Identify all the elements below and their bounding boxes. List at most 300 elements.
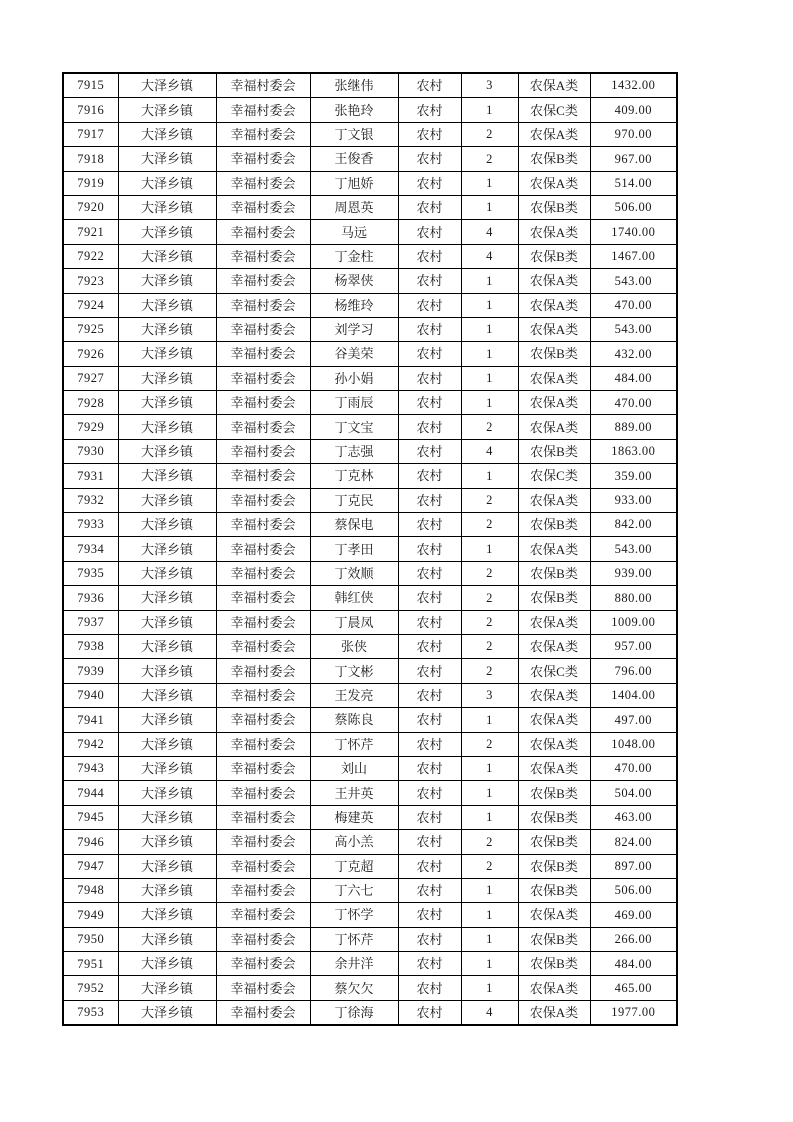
cell-residence: 农村 <box>398 830 461 854</box>
cell-persons: 1 <box>461 317 518 341</box>
cell-name: 蔡欠欠 <box>310 976 398 1000</box>
cell-serial: 7948 <box>63 878 118 902</box>
cell-category: 农保A类 <box>518 317 590 341</box>
cell-name: 丁怀芹 <box>310 927 398 951</box>
cell-name: 丁雨辰 <box>310 391 398 415</box>
cell-name: 丁孝田 <box>310 537 398 561</box>
cell-category: 农保B类 <box>518 830 590 854</box>
table-row <box>63 513 677 537</box>
cell-persons: 1 <box>461 708 518 732</box>
cell-serial: 7937 <box>63 610 118 634</box>
cell-town: 大泽乡镇 <box>118 903 216 927</box>
cell-name: 余井洋 <box>310 952 398 976</box>
cell-village: 幸福村委会 <box>216 634 310 658</box>
cell-category: 农保C类 <box>518 98 590 122</box>
cell-persons: 2 <box>461 732 518 756</box>
table-row <box>63 439 677 463</box>
cell-category: 农保A类 <box>518 366 590 390</box>
cell-residence: 农村 <box>398 293 461 317</box>
cell-category: 农保A类 <box>518 415 590 439</box>
cell-name: 王井英 <box>310 781 398 805</box>
cell-village: 幸福村委会 <box>216 903 310 927</box>
cell-residence: 农村 <box>398 586 461 610</box>
cell-serial: 7944 <box>63 781 118 805</box>
cell-serial: 7946 <box>63 830 118 854</box>
cell-residence: 农村 <box>398 878 461 902</box>
cell-residence: 农村 <box>398 903 461 927</box>
cell-name: 杨维玲 <box>310 293 398 317</box>
cell-village: 幸福村委会 <box>216 537 310 561</box>
cell-serial: 7933 <box>63 513 118 537</box>
cell-persons: 2 <box>461 513 518 537</box>
cell-name: 丁志强 <box>310 439 398 463</box>
cell-residence: 农村 <box>398 927 461 951</box>
cell-name: 张侠 <box>310 634 398 658</box>
cell-persons: 2 <box>461 854 518 878</box>
cell-name: 周恩英 <box>310 195 398 219</box>
cell-village: 幸福村委会 <box>216 805 310 829</box>
cell-persons: 2 <box>461 561 518 585</box>
table-row <box>63 634 677 658</box>
cell-persons: 3 <box>461 73 518 98</box>
cell-village: 幸福村委会 <box>216 927 310 951</box>
table-row <box>63 195 677 219</box>
table-row <box>63 683 677 707</box>
table-row <box>63 561 677 585</box>
table-row <box>63 952 677 976</box>
cell-serial: 7943 <box>63 756 118 780</box>
cell-name: 韩红侠 <box>310 586 398 610</box>
cell-amount: 1977.00 <box>590 1000 677 1025</box>
cell-village: 幸福村委会 <box>216 976 310 1000</box>
cell-persons: 4 <box>461 439 518 463</box>
table-row <box>63 244 677 268</box>
cell-amount: 1740.00 <box>590 220 677 244</box>
cell-name: 丁克民 <box>310 488 398 512</box>
cell-category: 农保B类 <box>518 513 590 537</box>
cell-residence: 农村 <box>398 464 461 488</box>
cell-village: 幸福村委会 <box>216 488 310 512</box>
table-row <box>63 317 677 341</box>
cell-town: 大泽乡镇 <box>118 781 216 805</box>
cell-town: 大泽乡镇 <box>118 98 216 122</box>
cell-serial: 7922 <box>63 244 118 268</box>
cell-residence: 农村 <box>398 171 461 195</box>
cell-town: 大泽乡镇 <box>118 830 216 854</box>
cell-category: 农保A类 <box>518 634 590 658</box>
table-row <box>63 659 677 683</box>
cell-serial: 7941 <box>63 708 118 732</box>
cell-name: 马远 <box>310 220 398 244</box>
cell-category: 农保B类 <box>518 781 590 805</box>
cell-village: 幸福村委会 <box>216 73 310 98</box>
cell-town: 大泽乡镇 <box>118 976 216 1000</box>
cell-town: 大泽乡镇 <box>118 952 216 976</box>
cell-persons: 1 <box>461 391 518 415</box>
cell-town: 大泽乡镇 <box>118 513 216 537</box>
cell-residence: 农村 <box>398 73 461 98</box>
cell-persons: 4 <box>461 220 518 244</box>
cell-serial: 7925 <box>63 317 118 341</box>
cell-category: 农保A类 <box>518 537 590 561</box>
cell-name: 张艳玲 <box>310 98 398 122</box>
cell-name: 刘学习 <box>310 317 398 341</box>
cell-serial: 7916 <box>63 98 118 122</box>
cell-serial: 7939 <box>63 659 118 683</box>
cell-residence: 农村 <box>398 342 461 366</box>
cell-serial: 7927 <box>63 366 118 390</box>
cell-serial: 7934 <box>63 537 118 561</box>
cell-town: 大泽乡镇 <box>118 269 216 293</box>
cell-residence: 农村 <box>398 952 461 976</box>
cell-town: 大泽乡镇 <box>118 561 216 585</box>
cell-category: 农保A类 <box>518 220 590 244</box>
cell-residence: 农村 <box>398 1000 461 1025</box>
cell-town: 大泽乡镇 <box>118 805 216 829</box>
cell-amount: 504.00 <box>590 781 677 805</box>
cell-name: 杨翠侠 <box>310 269 398 293</box>
cell-category: 农保B类 <box>518 952 590 976</box>
cell-persons: 1 <box>461 903 518 927</box>
cell-persons: 2 <box>461 415 518 439</box>
cell-village: 幸福村委会 <box>216 171 310 195</box>
cell-village: 幸福村委会 <box>216 415 310 439</box>
cell-residence: 农村 <box>398 756 461 780</box>
cell-serial: 7942 <box>63 732 118 756</box>
cell-category: 农保B类 <box>518 561 590 585</box>
cell-persons: 1 <box>461 293 518 317</box>
cell-residence: 农村 <box>398 561 461 585</box>
cell-category: 农保A类 <box>518 903 590 927</box>
cell-residence: 农村 <box>398 513 461 537</box>
cell-residence: 农村 <box>398 439 461 463</box>
cell-village: 幸福村委会 <box>216 952 310 976</box>
cell-serial: 7920 <box>63 195 118 219</box>
cell-category: 农保A类 <box>518 976 590 1000</box>
cell-residence: 农村 <box>398 98 461 122</box>
cell-name: 张继伟 <box>310 73 398 98</box>
cell-town: 大泽乡镇 <box>118 122 216 146</box>
cell-residence: 农村 <box>398 659 461 683</box>
cell-residence: 农村 <box>398 244 461 268</box>
cell-category: 农保A类 <box>518 683 590 707</box>
cell-town: 大泽乡镇 <box>118 293 216 317</box>
cell-amount: 543.00 <box>590 537 677 561</box>
cell-village: 幸福村委会 <box>216 830 310 854</box>
cell-serial: 7931 <box>63 464 118 488</box>
cell-residence: 农村 <box>398 317 461 341</box>
cell-name: 丁文宝 <box>310 415 398 439</box>
cell-amount: 465.00 <box>590 976 677 1000</box>
cell-persons: 3 <box>461 683 518 707</box>
cell-serial: 7923 <box>63 269 118 293</box>
cell-residence: 农村 <box>398 634 461 658</box>
cell-name: 丁徐海 <box>310 1000 398 1025</box>
cell-amount: 1048.00 <box>590 732 677 756</box>
cell-town: 大泽乡镇 <box>118 439 216 463</box>
cell-town: 大泽乡镇 <box>118 366 216 390</box>
cell-village: 幸福村委会 <box>216 513 310 537</box>
cell-amount: 897.00 <box>590 854 677 878</box>
table-row <box>63 293 677 317</box>
cell-serial: 7930 <box>63 439 118 463</box>
table-row <box>63 903 677 927</box>
table-row <box>63 269 677 293</box>
cell-amount: 880.00 <box>590 586 677 610</box>
cell-name: 蔡保电 <box>310 513 398 537</box>
cell-amount: 266.00 <box>590 927 677 951</box>
cell-serial: 7953 <box>63 1000 118 1025</box>
cell-town: 大泽乡镇 <box>118 878 216 902</box>
cell-name: 梅建英 <box>310 805 398 829</box>
cell-amount: 543.00 <box>590 269 677 293</box>
cell-serial: 7945 <box>63 805 118 829</box>
cell-village: 幸福村委会 <box>216 610 310 634</box>
cell-town: 大泽乡镇 <box>118 732 216 756</box>
cell-category: 农保B类 <box>518 439 590 463</box>
cell-residence: 农村 <box>398 976 461 1000</box>
cell-persons: 1 <box>461 269 518 293</box>
cell-village: 幸福村委会 <box>216 98 310 122</box>
cell-serial: 7917 <box>63 122 118 146</box>
cell-town: 大泽乡镇 <box>118 464 216 488</box>
cell-town: 大泽乡镇 <box>118 708 216 732</box>
cell-town: 大泽乡镇 <box>118 195 216 219</box>
cell-serial: 7940 <box>63 683 118 707</box>
cell-residence: 农村 <box>398 805 461 829</box>
cell-persons: 2 <box>461 634 518 658</box>
cell-name: 丁文彬 <box>310 659 398 683</box>
cell-serial: 7924 <box>63 293 118 317</box>
cell-name: 丁怀学 <box>310 903 398 927</box>
table-row <box>63 73 677 98</box>
cell-category: 农保A类 <box>518 171 590 195</box>
cell-amount: 1404.00 <box>590 683 677 707</box>
cell-serial: 7928 <box>63 391 118 415</box>
cell-serial: 7950 <box>63 927 118 951</box>
cell-category: 农保A类 <box>518 391 590 415</box>
cell-amount: 842.00 <box>590 513 677 537</box>
cell-amount: 957.00 <box>590 634 677 658</box>
cell-amount: 497.00 <box>590 708 677 732</box>
cell-town: 大泽乡镇 <box>118 73 216 98</box>
cell-serial: 7919 <box>63 171 118 195</box>
cell-village: 幸福村委会 <box>216 122 310 146</box>
cell-category: 农保A类 <box>518 610 590 634</box>
cell-category: 农保B类 <box>518 854 590 878</box>
cell-town: 大泽乡镇 <box>118 610 216 634</box>
cell-amount: 824.00 <box>590 830 677 854</box>
table-row <box>63 488 677 512</box>
cell-persons: 4 <box>461 244 518 268</box>
cell-amount: 543.00 <box>590 317 677 341</box>
cell-serial: 7952 <box>63 976 118 1000</box>
cell-town: 大泽乡镇 <box>118 220 216 244</box>
cell-persons: 1 <box>461 464 518 488</box>
cell-name: 丁旭娇 <box>310 171 398 195</box>
table-row <box>63 537 677 561</box>
cell-name: 丁六七 <box>310 878 398 902</box>
cell-amount: 1432.00 <box>590 73 677 98</box>
cell-village: 幸福村委会 <box>216 708 310 732</box>
cell-amount: 470.00 <box>590 756 677 780</box>
cell-persons: 1 <box>461 878 518 902</box>
cell-amount: 970.00 <box>590 122 677 146</box>
cell-village: 幸福村委会 <box>216 342 310 366</box>
cell-village: 幸福村委会 <box>216 317 310 341</box>
cell-village: 幸福村委会 <box>216 854 310 878</box>
cell-category: 农保A类 <box>518 293 590 317</box>
cell-persons: 1 <box>461 756 518 780</box>
table-row <box>63 98 677 122</box>
cell-amount: 463.00 <box>590 805 677 829</box>
table-row <box>63 122 677 146</box>
cell-amount: 470.00 <box>590 293 677 317</box>
cell-residence: 农村 <box>398 732 461 756</box>
table-row <box>63 976 677 1000</box>
cell-residence: 农村 <box>398 147 461 171</box>
cell-residence: 农村 <box>398 269 461 293</box>
cell-town: 大泽乡镇 <box>118 1000 216 1025</box>
cell-serial: 7936 <box>63 586 118 610</box>
cell-persons: 2 <box>461 830 518 854</box>
cell-village: 幸福村委会 <box>216 439 310 463</box>
cell-residence: 农村 <box>398 610 461 634</box>
cell-village: 幸福村委会 <box>216 464 310 488</box>
cell-town: 大泽乡镇 <box>118 488 216 512</box>
cell-amount: 796.00 <box>590 659 677 683</box>
cell-amount: 1863.00 <box>590 439 677 463</box>
cell-residence: 农村 <box>398 781 461 805</box>
cell-serial: 7938 <box>63 634 118 658</box>
cell-village: 幸福村委会 <box>216 878 310 902</box>
cell-serial: 7947 <box>63 854 118 878</box>
table-row <box>63 781 677 805</box>
cell-serial: 7932 <box>63 488 118 512</box>
cell-residence: 农村 <box>398 220 461 244</box>
cell-village: 幸福村委会 <box>216 293 310 317</box>
cell-town: 大泽乡镇 <box>118 317 216 341</box>
cell-persons: 2 <box>461 488 518 512</box>
cell-village: 幸福村委会 <box>216 195 310 219</box>
cell-village: 幸福村委会 <box>216 147 310 171</box>
cell-category: 农保A类 <box>518 73 590 98</box>
cell-residence: 农村 <box>398 415 461 439</box>
table-row <box>63 220 677 244</box>
cell-name: 丁克林 <box>310 464 398 488</box>
cell-town: 大泽乡镇 <box>118 415 216 439</box>
cell-serial: 7935 <box>63 561 118 585</box>
table-row <box>63 708 677 732</box>
cell-serial: 7949 <box>63 903 118 927</box>
cell-category: 农保B类 <box>518 878 590 902</box>
cell-amount: 506.00 <box>590 878 677 902</box>
cell-name: 丁怀芹 <box>310 732 398 756</box>
cell-name: 丁文银 <box>310 122 398 146</box>
table-row <box>63 878 677 902</box>
cell-amount: 889.00 <box>590 415 677 439</box>
cell-amount: 359.00 <box>590 464 677 488</box>
cell-serial: 7921 <box>63 220 118 244</box>
cell-category: 农保B类 <box>518 195 590 219</box>
cell-name: 丁克超 <box>310 854 398 878</box>
cell-amount: 484.00 <box>590 366 677 390</box>
cell-category: 农保A类 <box>518 732 590 756</box>
cell-persons: 2 <box>461 147 518 171</box>
cell-category: 农保A类 <box>518 269 590 293</box>
cell-name: 高小羔 <box>310 830 398 854</box>
cell-amount: 484.00 <box>590 952 677 976</box>
cell-village: 幸福村委会 <box>216 756 310 780</box>
pension-data-table <box>62 72 678 1026</box>
cell-town: 大泽乡镇 <box>118 756 216 780</box>
cell-residence: 农村 <box>398 488 461 512</box>
cell-town: 大泽乡镇 <box>118 244 216 268</box>
cell-persons: 1 <box>461 952 518 976</box>
cell-name: 孙小娟 <box>310 366 398 390</box>
cell-residence: 农村 <box>398 366 461 390</box>
cell-serial: 7951 <box>63 952 118 976</box>
table-row <box>63 610 677 634</box>
cell-residence: 农村 <box>398 854 461 878</box>
table-row <box>63 586 677 610</box>
cell-amount: 470.00 <box>590 391 677 415</box>
cell-town: 大泽乡镇 <box>118 171 216 195</box>
cell-amount: 469.00 <box>590 903 677 927</box>
cell-serial: 7918 <box>63 147 118 171</box>
cell-category: 农保A类 <box>518 122 590 146</box>
cell-amount: 432.00 <box>590 342 677 366</box>
cell-amount: 1467.00 <box>590 244 677 268</box>
cell-residence: 农村 <box>398 391 461 415</box>
cell-persons: 1 <box>461 781 518 805</box>
cell-village: 幸福村委会 <box>216 391 310 415</box>
cell-residence: 农村 <box>398 122 461 146</box>
cell-village: 幸福村委会 <box>216 586 310 610</box>
table-row <box>63 171 677 195</box>
cell-category: 农保B类 <box>518 342 590 366</box>
table-row <box>63 927 677 951</box>
table-row <box>63 415 677 439</box>
cell-residence: 农村 <box>398 195 461 219</box>
cell-persons: 1 <box>461 927 518 951</box>
cell-town: 大泽乡镇 <box>118 391 216 415</box>
cell-persons: 1 <box>461 976 518 1000</box>
cell-serial: 7915 <box>63 73 118 98</box>
cell-category: 农保C类 <box>518 659 590 683</box>
table-row <box>63 732 677 756</box>
cell-name: 谷美荣 <box>310 342 398 366</box>
cell-name: 蔡陈良 <box>310 708 398 732</box>
table-row <box>63 805 677 829</box>
cell-name: 丁效顺 <box>310 561 398 585</box>
cell-category: 农保B类 <box>518 927 590 951</box>
cell-village: 幸福村委会 <box>216 732 310 756</box>
cell-name: 丁金柱 <box>310 244 398 268</box>
cell-village: 幸福村委会 <box>216 561 310 585</box>
cell-name: 刘山 <box>310 756 398 780</box>
cell-persons: 1 <box>461 805 518 829</box>
cell-town: 大泽乡镇 <box>118 634 216 658</box>
cell-town: 大泽乡镇 <box>118 854 216 878</box>
cell-town: 大泽乡镇 <box>118 659 216 683</box>
cell-village: 幸福村委会 <box>216 366 310 390</box>
cell-amount: 939.00 <box>590 561 677 585</box>
table-row <box>63 1000 677 1025</box>
cell-category: 农保A类 <box>518 1000 590 1025</box>
cell-village: 幸福村委会 <box>216 1000 310 1025</box>
table-row <box>63 756 677 780</box>
